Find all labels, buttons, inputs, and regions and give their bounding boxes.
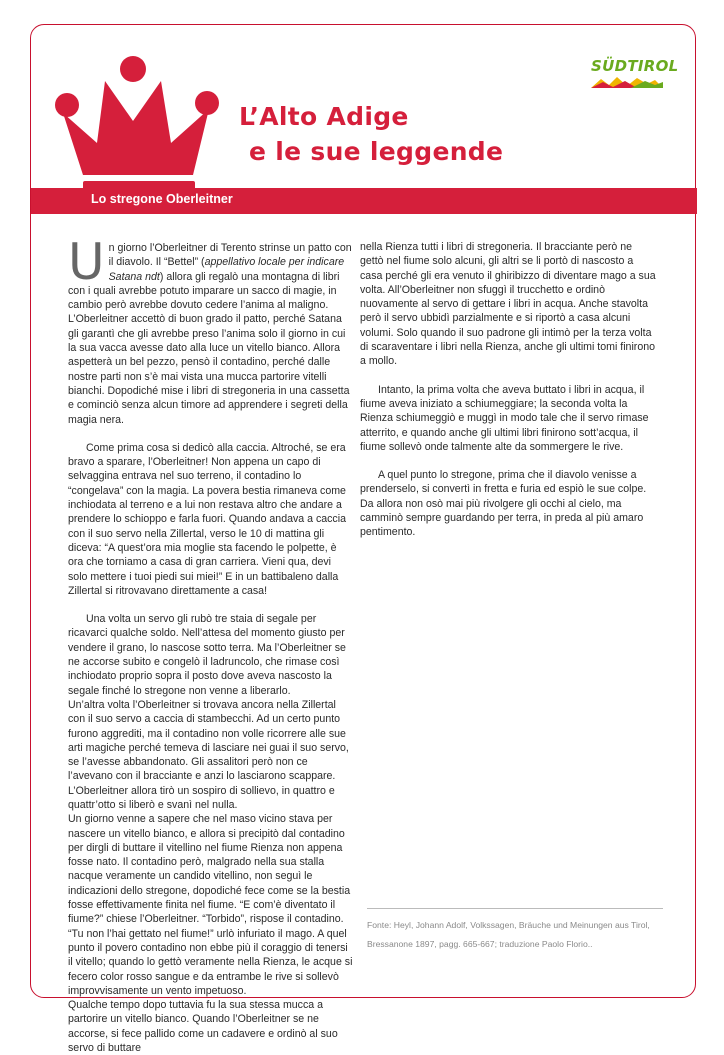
p1-text-a: n giorno l’Oberleitner di Terento strinse un patto con il diavolo. Il “Bettel” ( <box>108 242 352 269</box>
source-line-2: Bressanone 1897, pagg. 665-667; traduzione Paolo Florio.. <box>367 939 593 949</box>
source-note <box>367 908 663 954</box>
paragraph-2: L’Oberleitner accettò di buon grado il patto, perché Satana gli garantì che gli avrebbe preso l’anima solo il giorno in cui la sua vacca avesse dato alla luce un vitello bianco. Allora aspetterà un bel pezzo, pensò il contadino, perché dalle nostre parti non s’è mai vista una mucca partorire vitelli bianchi. Dopodiché mise i libri di stregoneria in una cassetta e cominciò senza alcun timore ad apprendere i segreti della magia nera. <box>68 313 350 426</box>
suedtirol-logo <box>591 57 679 93</box>
paragraph-9: Intanto, la prima volta che aveva buttato i libri in acqua, il fiume aveva iniziato a schiumeggiare; la seconda volta la Rienza schiumeggiò e muggì in modo tale che il servo rimase atterrito, e quando anche gli ultimi libri finirono sott’acqua, il fiume sollevò onde talmente alte da sommergere le rive. <box>360 383 649 453</box>
crown-icon <box>53 47 223 197</box>
section-title: Lo stregone Oberleitner <box>91 192 233 206</box>
source-line-1: Fonte: Heyl, Johann Adolf, Volkssagen, Bräuche und Meinungen aus Tirol, <box>367 920 650 930</box>
paragraph-1 <box>68 233 353 312</box>
paragraph-10: A quel punto lo stregone, prima che il diavolo venisse a prenderselo, si convertì in fretta e furia ed espiò le sue colpe. Da allora non osò mai più rivolgere gli occhi al cielo, ma camminò sempre guardando per terra, in preda al più amaro pentimento. <box>360 469 647 539</box>
drop-cap: U <box>68 233 105 291</box>
paragraph-5: Un’altra volta l’Oberleitner si trovava ancora nella Zillertal con il suo servo a caccia di stambecchi. Ad un certo punto furono aggrediti, ma il contadino non volle ricorrere alle sue arti magiche perché temeva di lasciare nei guai il suo servo, se l’avesse abbandonato. Gli assalitori però non ce l’avevano con il bracciante e anzi lo lasciarono scappare. L’Oberleitner allora tirò un sospiro di sollievo, in quattro e quattr’otto si liberò e svanì nel nulla. <box>68 698 349 811</box>
left-column <box>68 233 353 1055</box>
logo-text: SÜDTIROL <box>591 57 679 75</box>
paragraph-8: nella Rienza tutti i libri di stregoneria. Il bracciante però ne gettò nel fiume solo alcuni, gli altri se li portò di nascosto a casa perché gli era venuto il ghiribizzo di diventare mago a sua volta. All’Oberleitner non sfuggì il trucchetto e ordinò nuovamente al servo di gettare i libri in acqua. Anche stavolta però il servo ubbidì parzialmente e si riportò a casa alcuni volumi. Solo quando il suo padrone gli intimò per la terza volta di scaraventare i libri nella Rienza, anche gli ultimi tomi finirono a mollo. <box>360 241 656 368</box>
page-title <box>239 99 503 169</box>
page-frame <box>30 24 696 1055</box>
title-line-1: L’Alto Adige <box>239 102 409 131</box>
p1-italic: appellativo locale per indicare Satana ndt <box>108 256 345 283</box>
logo-mountains-icon <box>591 76 663 88</box>
paragraph-3: Come prima cosa si dedicò alla caccia. Altroché, se era bravo a sparare, l’Oberleitner! Non appena un capo di selvaggina entrava nel suo terreno, il contadino lo “congelava” con la magia. La povera bestia rimaneva come inchiodata al terreno e a lui non restava altro che andare a prendere lo schioppo e farla fuori. Quando andava a caccia con il suo servo nella Zillertal, verso le 10 di mattina gli diceva: “A quest’ora mia moglie sta facendo le polpette, è ora che torniamo a casa di gran carriera. Vieni qua, devi solo mettere i tuoi piedi sui miei!” E in un battibaleno dalla Zillertal si ritrovavano direttamente a casa! <box>68 441 346 597</box>
paragraph-4: Una volta un servo gli rubò tre staia di segale per ricavarci qualche soldo. Nell’attesa del momento giusto per vendere il grano, lo nascose sotto terra. Ma l’Oberleitner se ne accorse subito e congelò il ladruncolo, che rimase così inchiodato proprio sopra il posto dove aveva nascosto la segale finché lo stregone non venne a liberarlo. <box>68 613 346 697</box>
right-column <box>360 240 656 540</box>
title-line-2: e le sue leggende <box>249 137 504 166</box>
section-band <box>31 188 697 214</box>
p1-text-c: ) allora gli regalò una montagna di libri con i quali avrebbe potuto imparare un sacco di magie, in cambio però avrebbe dovuto cedere l’anima al maligno. <box>68 270 340 312</box>
paragraph-7: Qualche tempo dopo tuttavia fu la sua stessa mucca a partorire un vitello bianco. Quando l’Oberleitner se ne accorse, si fece pallido come un cadavere e ordinò al suo servo di buttare <box>68 999 338 1055</box>
paragraph-6: Un giorno venne a sapere che nel maso vicino stava per nascere un vitello bianco, e allora si precipitò dal contadino per dirgli di buttare il vitellino nel fiume Rienza non appena fosse nato. Il contadino però, malgrado nella sua stalla nacque veramente un candido vitellino, non seguì le indicazioni dello stregone, dopodiché fece come se la bestia fosse effettivamente finita nel fiume. “E com’è diventato il fiume?” chiese l’Oberleitner. “Torbido”, rispose il contadino. “Tu non l’hai gettato nel fiume!” urlò infuriato il mago. A quel punto il povero contadino non ebbe più il coraggio di tenersi il vitello; quando lo gettò veramente nella Rienza, le acque si fecero color rosso sangue e da entrambe le rive si sollevò improvvisamente un vento impetuoso. <box>68 813 353 997</box>
